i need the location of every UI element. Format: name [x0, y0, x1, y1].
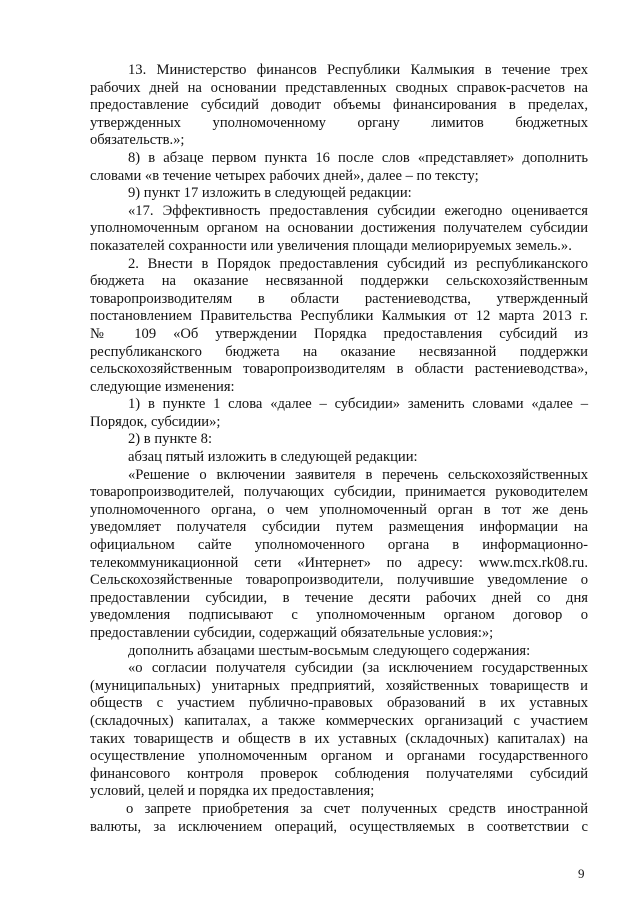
text-line: дополнить абзацами шестым-восьмым следующего содержания:: [128, 642, 531, 659]
text-line: товаропроизводителей, получающих субсидии, принимается руководителем: [90, 484, 588, 501]
text-line: 2) в пункте 8:: [128, 431, 213, 448]
text-line: уведомляет получателя субсидии путем размещения информации на: [90, 519, 588, 536]
text-line: предоставление субсидий доводит объемы финансирования в пределах,: [90, 97, 588, 114]
text-line: республиканского бюджета на оказание несвязанной поддержки: [90, 343, 588, 360]
text-line: о запрете приобретения за счет полученных средств иностранной: [126, 800, 588, 817]
text-line: условий, целей и порядка их предоставления;: [90, 783, 375, 800]
text-line: 1) в пункте 1 слова «далее – субсидии» заменить словами «далее –: [128, 396, 588, 413]
text-line: обществ с участием публично-правовых образований в их уставных: [90, 695, 588, 712]
text-line: Сельскохозяйственные товаропроизводители, получившие уведомление о: [90, 572, 588, 589]
text-line: 9) пункт 17 изложить в следующей редакции:: [128, 185, 412, 202]
text-line: официальном сайте уполномоченного органа в информационно-: [90, 537, 588, 554]
text-line: товаропроизводителям в области растениеводства, утвержденный: [90, 290, 588, 307]
page-number: 9: [578, 866, 585, 881]
text-line: постановлением Правительства Республики Калмыкия от 12 марта 2013 г.: [90, 308, 588, 325]
text-line: (муниципальных) унитарных предприятий, хозяйственных товариществ и: [90, 677, 588, 694]
text-line: уведомления подписывают с уполномоченным органом договор о: [90, 607, 588, 624]
text-line: рабочих дней на основании представленных сводных справок-расчетов на: [90, 79, 588, 96]
text-line: утвержденных уполномоченному органу лимитов бюджетных: [90, 114, 588, 131]
text-line: телекоммуникационной сети «Интернет» по адресу: www.mcx.rk08.ru.: [90, 554, 588, 571]
text-line: 13. Министерство финансов Республики Калмыкия в течение трех: [128, 62, 588, 78]
text-line: Порядок, субсидии»;: [90, 413, 221, 430]
text-line: словами «в течение четырех рабочих дней», далее – по тексту;: [90, 167, 479, 184]
text-line: 2. Внести в Порядок предоставления субсидий из республиканского: [128, 255, 588, 272]
text-line: предоставлении субсидии, в течение десяти рабочих дней со дня: [90, 589, 588, 606]
text-line: следующие изменения:: [90, 378, 235, 395]
text-line: финансового контроля проверок соблюдения получателями субсидий: [90, 765, 588, 782]
text-line: бюджета на оказание несвязанной поддержки сельскохозяйственным: [90, 273, 588, 290]
text-line: № 109 «Об утверждении Порядка предоставления субсидий из: [90, 325, 588, 342]
text-line: уполномоченным органом на основании достижения получателем субсидии: [90, 220, 588, 237]
text-line: «17. Эффективность предоставления субсидии ежегодно оценивается: [128, 202, 588, 219]
text-line: абзац пятый изложить в следующей редакции:: [128, 449, 418, 466]
document-body: [90, 62, 588, 836]
text-line: валюты, за исключением операций, осуществляемых в соответствии с: [90, 818, 588, 835]
text-line: «Решение о включении заявителя в перечень сельскохозяйственных: [128, 466, 588, 483]
text-line: (складочных) капиталах, а также коммерческих организаций с участием: [90, 712, 588, 729]
text-line: осуществление уполномоченным органом и органами государственного: [90, 748, 588, 765]
text-line: обязательств.»;: [90, 132, 185, 149]
text-line: «о согласии получателя субсидии (за исключением государственных: [128, 660, 588, 677]
text-line: сельскохозяйственным товаропроизводителям в области растениеводства»,: [90, 361, 588, 378]
text-line: показателей сохранности или увеличения площади мелиорируемых земель.».: [90, 237, 572, 254]
text-line: таких товариществ и обществ в их уставных (складочных) капиталах) на: [90, 730, 588, 747]
text-line: 8) в абзаце первом пункта 16 после слов «представляет» дополнить: [128, 149, 588, 166]
text-line: предоставлении субсидии, содержащий обязательные условия:»;: [90, 625, 494, 641]
text-line: уполномоченного органа, о чем уполномоченный орган в тот же день: [90, 501, 588, 518]
